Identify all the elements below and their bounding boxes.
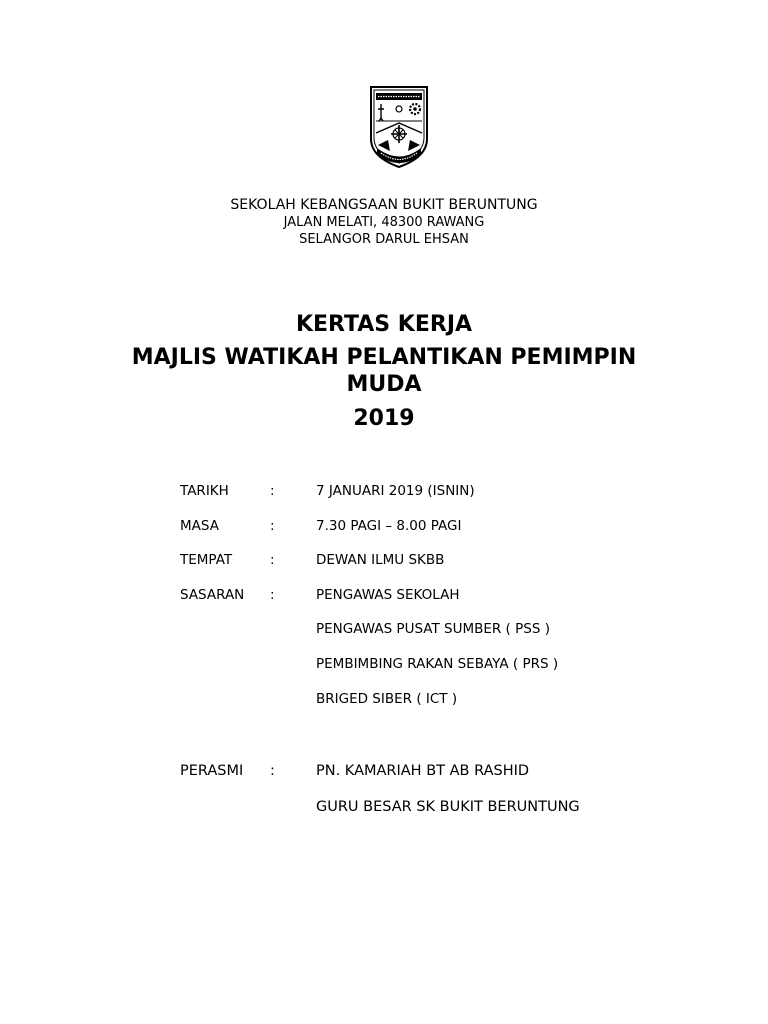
detail-value: DEWAN ILMU SKBB	[316, 552, 445, 569]
detail-colon: :	[270, 517, 275, 534]
event-details	[180, 481, 700, 723]
detail-value: PEMBIMBING RAKAN SEBAYA ( PRS )	[316, 655, 559, 672]
detail-row-tempat	[180, 550, 700, 585]
title-event-name: MAJLIS WATIKAH PELANTIKAN PEMIMPIN MUDA	[131, 345, 637, 397]
detail-colon: :	[270, 552, 275, 569]
detail-row-sasaran-2	[180, 619, 700, 654]
detail-label: SASARAN	[180, 586, 245, 603]
detail-row-sasaran-4	[180, 689, 700, 724]
detail-row-masa	[180, 516, 700, 551]
officiator-position-row	[180, 797, 700, 833]
officiator-position: GURU BESAR SK BUKIT BERUNTUNG	[316, 799, 580, 815]
detail-value: 7.30 PAGI – 8.00 PAGI	[316, 517, 462, 534]
officiator-block	[180, 761, 700, 833]
detail-label: TARIKH	[180, 483, 229, 499]
detail-label: MASA	[180, 517, 219, 534]
title-kertas-kerja: KERTAS KERJA	[295, 312, 473, 337]
detail-colon: :	[270, 483, 275, 499]
detail-value: BRIGED SIBER ( ICT )	[316, 690, 458, 707]
address-state: SELANGOR DARUL EHSAN	[299, 232, 469, 247]
document-title	[100, 310, 668, 434]
detail-row-tarikh	[180, 481, 700, 516]
detail-row-sasaran-3	[180, 654, 700, 689]
detail-value: 7 JANUARI 2019 (ISNIN)	[316, 483, 475, 499]
address-street: JALAN MELATI, 48300 RAWANG	[283, 215, 485, 230]
detail-value: PENGAWAS SEKOLAH	[316, 586, 460, 603]
title-year: 2019	[353, 406, 415, 431]
detail-value: PENGAWAS PUSAT SUMBER ( PSS )	[316, 621, 550, 638]
officiator-name: PN. KAMARIAH BT AB RASHID	[316, 763, 530, 779]
detail-colon: :	[270, 586, 275, 603]
detail-label: TEMPAT	[180, 552, 233, 569]
detail-row-sasaran	[180, 585, 700, 620]
officiator-colon: :	[270, 763, 275, 779]
officiator-row	[180, 761, 700, 797]
school-name: SEKOLAH KEBANGSAAN BUKIT BERUNTUNG	[230, 197, 538, 213]
officiator-label: PERASMI	[180, 763, 244, 779]
school-address	[0, 196, 768, 248]
school-crest-logo	[368, 85, 430, 169]
